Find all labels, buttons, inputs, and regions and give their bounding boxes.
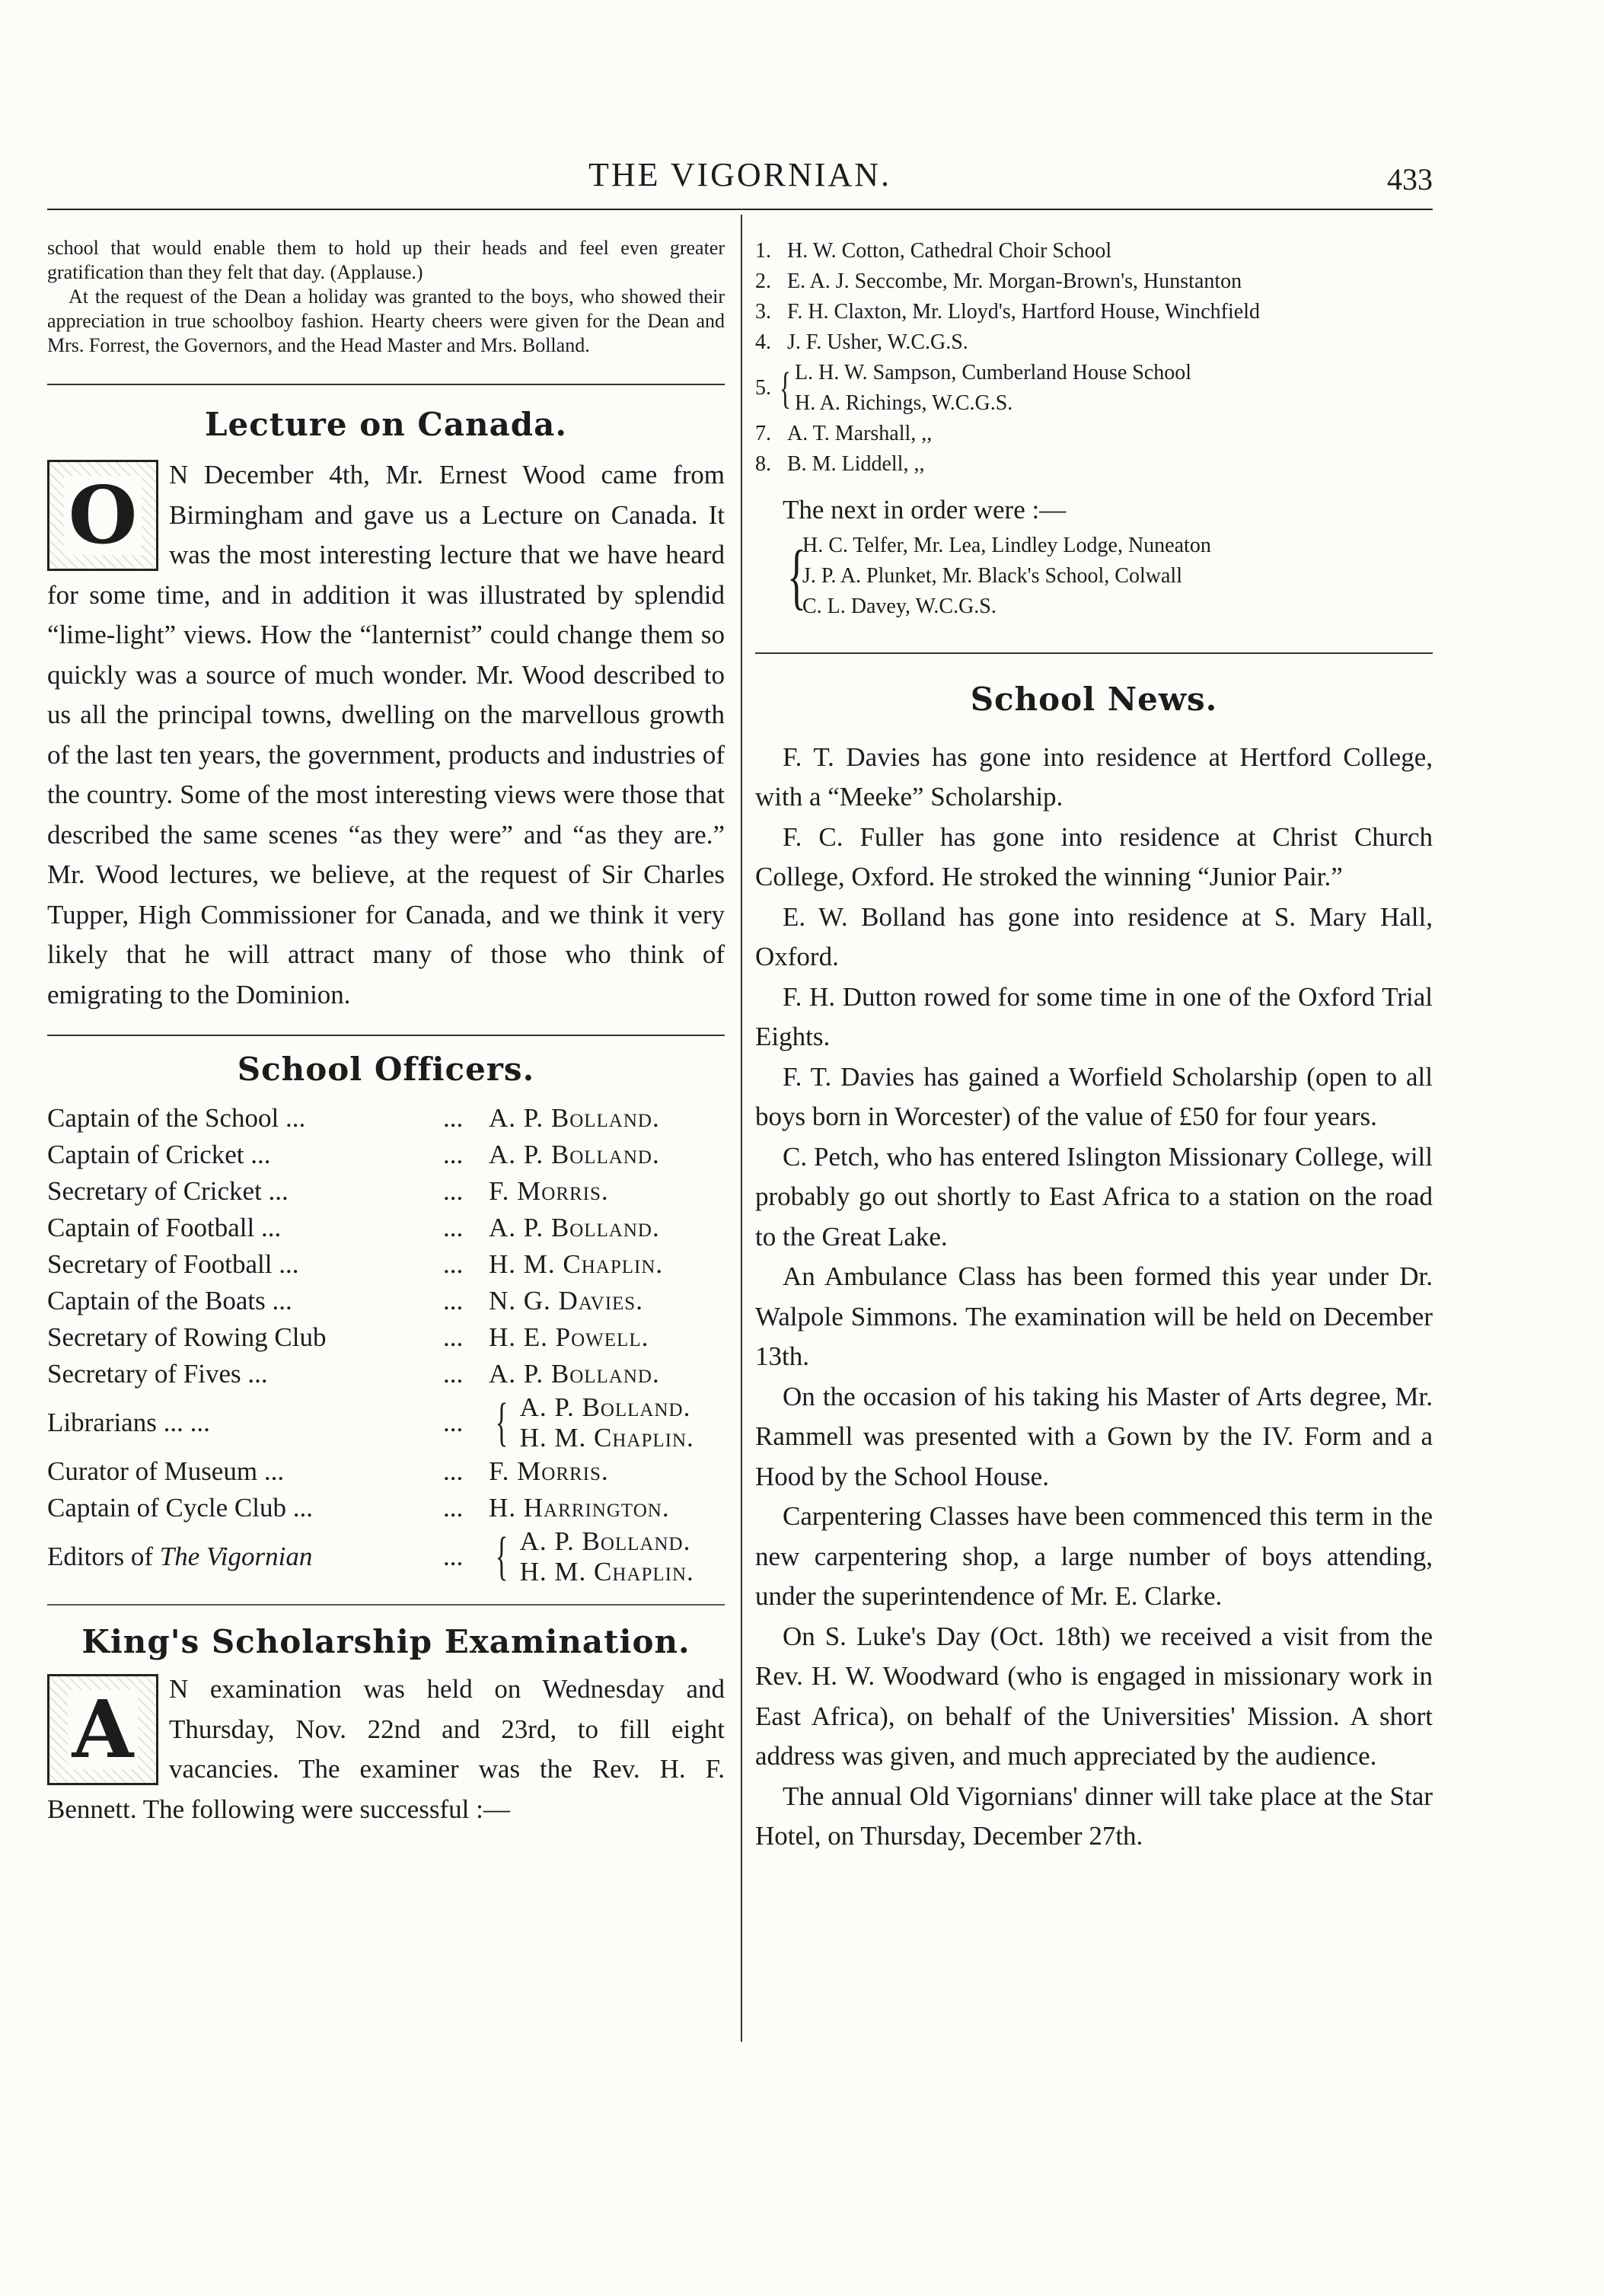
brace-icon: { [779,363,792,413]
table-row: Captain of Football ... ... A. P. Bolland. [47,1213,660,1242]
table-row: Secretary of Cricket ... ... F. Morris. [47,1176,609,1206]
news-paragraph: E. W. Bolland has gone into residence at S. Mary Hall, Oxford. [755,901,1433,971]
news-body [755,738,1433,1857]
brace-icon: { [495,1527,509,1586]
lecture-paragraph [47,455,725,1015]
table-row-librarians: Librarians ... ... ... { A. P. Bolland. H. M. Chaplin. [47,1392,694,1453]
list-item: 8. B. M. Liddell, ,, [755,452,925,476]
successful-list [755,236,1433,480]
lecture-text: N December 4th, Mr. Ernest Wood came from Birmingham and gave us a Lecture on Canada. It was the most interesting lecture that we have heard for some time, and in addition it was illustrated by splendid “lime-light” views. How the “lanternist” could change them so quickly was a source of much wonder. Mr. Wood described to us all the principal towns, dwelling on the marvellous growth of the last ten years, the government, products and industries of the country. Some of the most interesting views were those that described the same scenes “as they were” and “as they are.” Mr. Wood lectures, we believe, at the request of Sir Charles Tupper, High Commissioner for Canada, and we think it very likely that he will attract many of those who think of emigrating to the Dominion. [47,460,725,1009]
list-item: 4. J. F. Usher, W.C.G.S. [755,330,968,354]
news-paragraph: On S. Luke's Day (Oct. 18th) we received a visit from the Rev. H. W. Woodward (who is engaged in missionary work in East Africa), on behalf of the Universities' Mission. A short address was given, and much appreciated by the audience. [755,1621,1433,1771]
speech-day-closing: At the request of the Dean a holiday was granted to the boys, who showed their appreciation in true schoolboy fashion. Hearty cheers were given for the Dean and Mrs. Forrest, the Governors, and the Head Master and Mrs. Bolland. [47,285,725,356]
officers-table [47,1100,725,1587]
table-row: Secretary of Rowing Club ... H. E. Powell. [47,1322,649,1352]
section-rule [755,652,1433,654]
kings-paragraph [47,1669,725,1829]
table-row: Captain of the Boats ... ... N. G. Davies. [47,1286,643,1315]
list-item-bracketed: 5. { L. H. W. Sampson, Cumberland House School H. A. Richings, W.C.G.S. [755,361,1192,415]
news-paragraph: F. C. Fuller has gone into residence at Christ Church College, Oxford. He stroked the winning “Junior Pair.” [755,821,1433,891]
news-heading: School News. [970,680,1218,718]
kings-heading: King's Scholarship Examination. [81,1623,690,1660]
dropcap-a: A [47,1674,158,1785]
next-in-order-list: { H. C. Telfer, Mr. Lea, Lindley Lodge, Nuneaton J. P. A. Plunket, Mr. Black's School, Colwall C. L. Davey, W.C.G.S. [786,533,1211,618]
table-row: Curator of Museum ... ... F. Morris. [47,1456,609,1486]
lecture-heading: Lecture on Canada. [204,406,567,443]
table-row: Secretary of Fives ... ... A. P. Bolland. [47,1359,660,1389]
running-head [47,155,1433,202]
table-row: Captain of Cricket ... ... A. P. Bolland. [47,1140,660,1169]
brace-icon: { [786,534,807,617]
speech-day-continuation: school that would enable them to hold up their heads and feel even greater gratification than they felt that day. (Applause.) [47,237,725,283]
dropcap-o: O [47,460,158,571]
list-item: 3. F. H. Claxton, Mr. Lloyd's, Hartford House, Winchfield [755,300,1260,324]
next-in-order-label: The next in order were :— [783,495,1067,525]
section-rule [47,384,725,385]
column-divider [741,215,742,2042]
list-item: 7. A. T. Marshall, ,, [755,422,933,445]
news-paragraph: C. Petch, who has entered Islington Missionary College, will probably go out shortly to East Africa to a station on the road to the Great Lake. [755,1141,1433,1252]
table-row: Secretary of Football ... ... H. M. Chaplin. [47,1249,664,1279]
news-paragraph: An Ambulance Class has been formed this year under Dr. Walpole Simmons. The examination will be held on December 13th. [755,1261,1433,1371]
kings-text: N examination was held on Wednesday and Thursday, Nov. 22nd and 23rd, to fill eight vacancies. The examiner was the Rev. H. F. Bennett. The following were successful :— [47,1674,725,1824]
section-rule [47,1035,725,1036]
news-paragraph: F. T. Davies has gained a Worfield Scholarship (open to all boys born in Worcester) of the value of £50 for four years. [755,1061,1433,1131]
news-paragraph: Carpentering Classes have been commenced this term in the new carpentering shop, a large number of boys attending, under the superintendence of Mr. E. Clarke. [755,1501,1433,1611]
right-column [755,236,1433,1857]
list-item: 2. E. A. J. Seccombe, Mr. Morgan-Brown's, Hunstanton [755,269,1242,293]
brace-icon: { [495,1393,509,1452]
section-rule [47,1604,725,1606]
news-paragraph: F. T. Davies has gone into residence at Hertford College, with a “Meeke” Scholarship. [755,741,1433,812]
list-item: 1. H. W. Cotton, Cathedral Choir School [755,239,1112,263]
news-paragraph: F. H. Dutton rowed for some time in one of the Oxford Trial Eights. [755,981,1433,1051]
table-row-editors: Editors of The Vigornian ... { A. P. Bolland. H. M. Chaplin. [47,1526,694,1586]
table-row: Captain of the School ... ... A. P. Bolland. [47,1103,660,1133]
left-column [47,236,725,1829]
news-paragraph: On the occasion of his taking his Master of Arts degree, Mr. Rammell was presented with a Gown by the IV. Form and a Hood by the School House. [755,1381,1433,1491]
table-row: Captain of Cycle Club ... ... H. Harrington. [47,1493,670,1523]
page-number: 433 [1387,162,1433,196]
publication-title: THE VIGORNIAN. [588,156,892,193]
news-paragraph: The annual Old Vigornians' dinner will take place at the Star Hotel, on Thursday, December 27th. [755,1781,1433,1851]
header-rule [47,209,1433,210]
officers-heading: School Officers. [237,1051,535,1088]
